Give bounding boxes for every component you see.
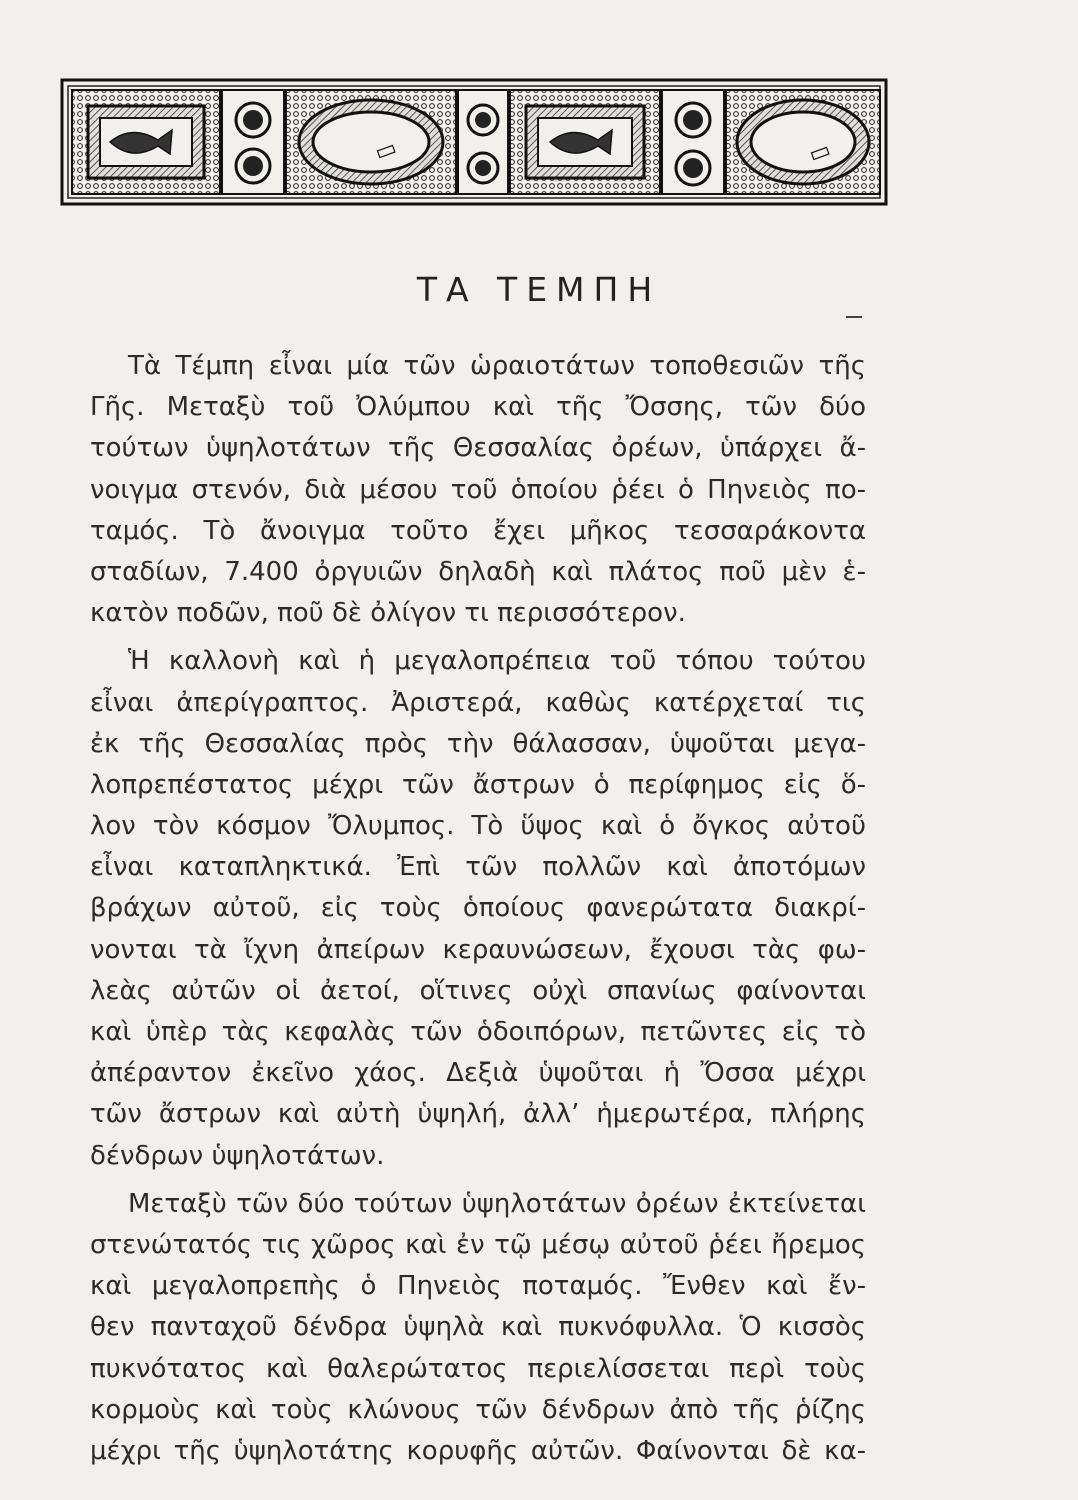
text-line: Γῆς. Μεταξὺ τοῦ Ὀλύμπου καὶ τῆς Ὄσσης, τῶν δύο xyxy=(90,392,866,423)
decorative-header-band xyxy=(60,78,888,208)
text-line: θεν πανταχοῦ δένδρα ὑψηλὰ καὶ πυκνόφυλλα. Ὁ κισσὸς xyxy=(90,1312,866,1343)
paragraph-3 xyxy=(90,1184,866,1472)
text-line: βράχων αὐτοῦ, εἰς τοὺς ὁποίους φανερώτατα διακρί- xyxy=(90,893,866,924)
text-line: σταδίων, 7.400 ὀργυιῶν δηλαδὴ καὶ πλάτος ποῦ μὲν ἑ- xyxy=(90,556,866,587)
text-line: λον τὸν κόσμον Ὄλυμπος. Τὸ ὕψος καὶ ὁ ὄγκος αὐτοῦ xyxy=(90,811,866,842)
panel-circles-2 xyxy=(458,90,508,194)
body-text xyxy=(90,346,866,1472)
text-line: κορμοὺς καὶ τοὺς κλώνους τῶν δένδρων ἀπὸ τῆς ῥίζης xyxy=(90,1394,866,1425)
text-line: λοπρεπέστατος μέχρι τῶν ἄστρων ὁ περίφημος εἰς ὅ- xyxy=(90,769,866,800)
text-line: Ἡ καλλονὴ καὶ ἡ μεγαλοπρέπεια τοῦ τόπου τούτου xyxy=(128,646,866,677)
text-line: νοιγμα στενόν, διὰ μέσου τοῦ ὁποίου ῥέει ὁ Πηνειὸς πο- xyxy=(90,474,866,505)
text-line: πυκνότατος καὶ θαλερώτατος περιελίσσεται περὶ τοὺς xyxy=(90,1353,866,1384)
text-line: καὶ ὑπὲρ τὰς κεφαλὰς τῶν ὁδοιπόρων, πετῶντες εἰς τὸ xyxy=(90,1017,866,1047)
panel-fish-2 xyxy=(510,90,660,194)
text-line: ταμός. Τὸ ἄνοιγμα τοῦτο ἔχει μῆκος τεσσαράκοντα xyxy=(90,515,866,546)
panel-oval-1 xyxy=(286,90,456,194)
paragraph-2 xyxy=(90,641,866,1176)
paragraph-gap xyxy=(90,634,866,641)
panel-circles-3 xyxy=(662,90,724,194)
panel-circles-1 xyxy=(222,90,284,194)
text-line: καὶ μεγαλοπρεπὴς ὁ Πηνειὸς ποταμός. Ἔνθεν καὶ ἔν- xyxy=(90,1271,866,1302)
text-line: ἀπέραντον ἐκεῖνο χάος. Δεξιὰ ὑψοῦται ἡ Ὄσσα μέχρι xyxy=(90,1058,866,1089)
text-line: λεὰς αὐτῶν οἱ ἀετοί, οἵτινες οὐχὶ σπανίως φαίνονται xyxy=(90,975,866,1006)
text-line: στενώτατός τις χῶρος καὶ ἐν τῷ μέσῳ αὐτοῦ ῥέει ἤρεμος xyxy=(90,1229,866,1260)
page-title: ΤΑ ΤΕΜΠΗ xyxy=(416,270,662,309)
text-line: Μεταξὺ τῶν δύο τούτων ὑψηλοτάτων ὀρέων ἐκτείνεται xyxy=(128,1188,866,1219)
paragraph-1 xyxy=(90,346,866,634)
text-line: κατὸν ποδῶν, ποῦ δὲ ὀλίγον τι περισσότερον. xyxy=(90,598,686,629)
text-line: δένδρων ὑψηλοτάτων. xyxy=(90,1140,385,1171)
text-line: εἶναι καταπληκτικά. Ἐπὶ τῶν πολλῶν καὶ ἀποτόμων xyxy=(90,852,866,883)
panel-oval-2 xyxy=(726,90,880,194)
panel-fish-1 xyxy=(72,90,220,194)
text-line: τῶν ἄστρων καὶ αὐτὴ ὑψηλή, ἀλλ’ ἡμερωτέρα, πλήρης xyxy=(90,1099,866,1130)
text-line: νονται τὰ ἴχνη ἀπείρων κεραυνώσεων, ἔχουσι τὰς φω- xyxy=(90,934,866,965)
text-line: ἐκ τῆς Θεσσαλίας πρὸς τὴν θάλασσαν, ὑψοῦται μεγα- xyxy=(90,728,866,759)
title-dash xyxy=(846,316,862,318)
text-line: τούτων ὑψηλοτάτων τῆς Θεσσαλίας ὀρέων, ὑπάρχει ἄ- xyxy=(90,433,866,464)
text-line: μέχρι τῆς ὑψηλοτάτης κορυφῆς αὐτῶν. Φαίνονται δὲ κα- xyxy=(90,1435,866,1466)
text-line: εἶναι ἀπερίγραπτος. Ἀριστερά, καθὼς κατέρχεταί τις xyxy=(90,687,866,718)
text-line: Τὰ Τέμπη εἶναι μία τῶν ὡραιοτάτων τοποθεσιῶν τῆς xyxy=(128,351,866,381)
paragraph-gap xyxy=(90,1177,866,1184)
